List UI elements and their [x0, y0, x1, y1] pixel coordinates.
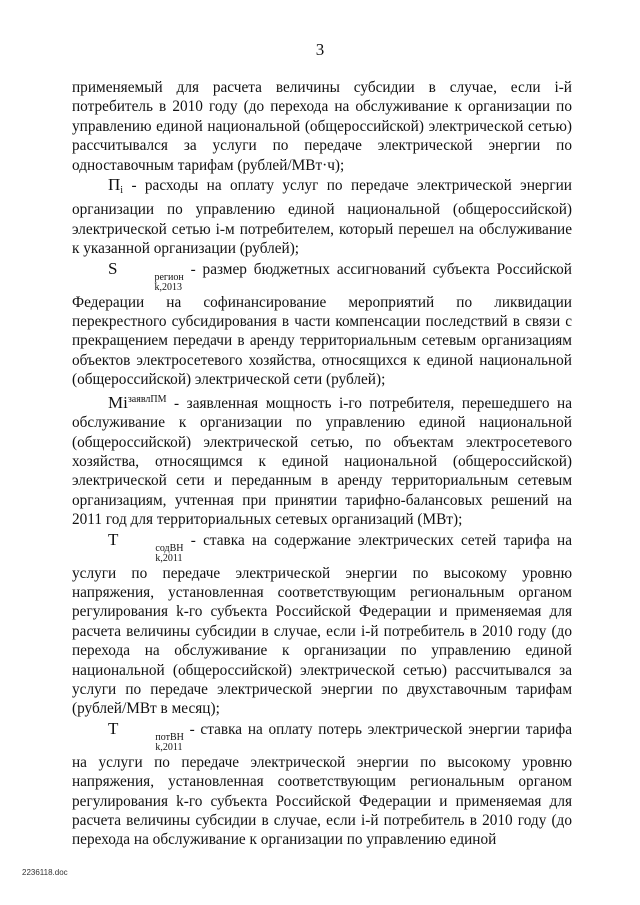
page-number: 3	[315, 40, 325, 59]
definition-mi-zayavl	[72, 390, 572, 530]
definition-text: - заявленная мощность i-го потребителя, перешедшего на обслуживание к организации по управлению единой национальной (общероссийской) электрической сетью, по объектам электросетевого хозяйства, относящимся к единой национальной (общероссийской) электрической сети и переданным в аренду территориальным сетевым организациям, учтенная при принятии тарифно-балансовых решений на 2011 год для территориальных сетевых организаций (МВт);	[72, 394, 572, 529]
definition-text: - ставка на содержание электрических сетей тарифа на услуги по передаче электрической энергии по высокому уровню напряжения, установленная соответствующим региональным органом регулирования k-го субъекта Российской Федерации и применяемая для расчета величины субсидии в случае, если i-й потребитель в 2010 году (до перехода на обслуживание к организации по управлению единой национальной (общероссийской) электрической сетью) рассчитывался за услуги по передаче электрической энергии по двухставочным тарифам (рублей/МВт в месяц);	[72, 531, 572, 718]
paragraph-continuation: применяемый для расчета величины субсидии в случае, если i-й потребитель в 2010 году (до перехода на обслуживание к организации по управлению единой национальной (общероссийской) электрической сетью) рассчитывался за услуги по передаче электрической энергии по одноставочным тарифам (рублей/МВт·ч);	[72, 79, 572, 174]
symbol-mi-zayavl: $Mi^{заявлПМ}$	[108, 392, 167, 412]
document-filename: 2236118.doc	[22, 868, 68, 877]
definition-text: - размер бюджетных ассигнований субъекта Российской Федерации на софинансирование мероприятий по ликвидации перекрестного субсидирования в части компенсации последствий в связи с прекращением передачи в аренду территориальным сетевым организациям объектов электросетевого хозяйства, относящихся к единой национальной (общероссийской) электрической сети (рублей);	[72, 260, 572, 389]
symbol-t-pot: T потВН k,2011	[108, 718, 184, 753]
symbol-s-region: S регион k,2013	[108, 258, 184, 293]
definition-p	[72, 175, 572, 259]
definition-text: - расходы на оплату услуг по передаче электрической энергии организации по управлению единой национальной (общероссийской) электрической сетью i-м потребителем, который перешел на обслуживание к указанной организации (рублей);	[72, 177, 572, 258]
document-body	[72, 78, 572, 850]
symbol-p: Пi	[108, 175, 124, 197]
definition-t-sod	[72, 530, 572, 719]
definition-s-region	[72, 259, 572, 390]
symbol-t-sod: T содВН k,2011	[108, 529, 184, 564]
definition-t-pot	[72, 719, 572, 850]
definition-text: - ставка на оплату потерь электрической энергии тарифа на услуги по передаче электрической энергии по высокому уровню напряжения, установленная соответствующим региональным органом регулирования k-го субъекта Российской Федерации и применяемая для расчета величины субсидии в случае, если i-й потребитель в 2010 году (до перехода на обслуживание к организации по управлению единой	[72, 720, 572, 849]
